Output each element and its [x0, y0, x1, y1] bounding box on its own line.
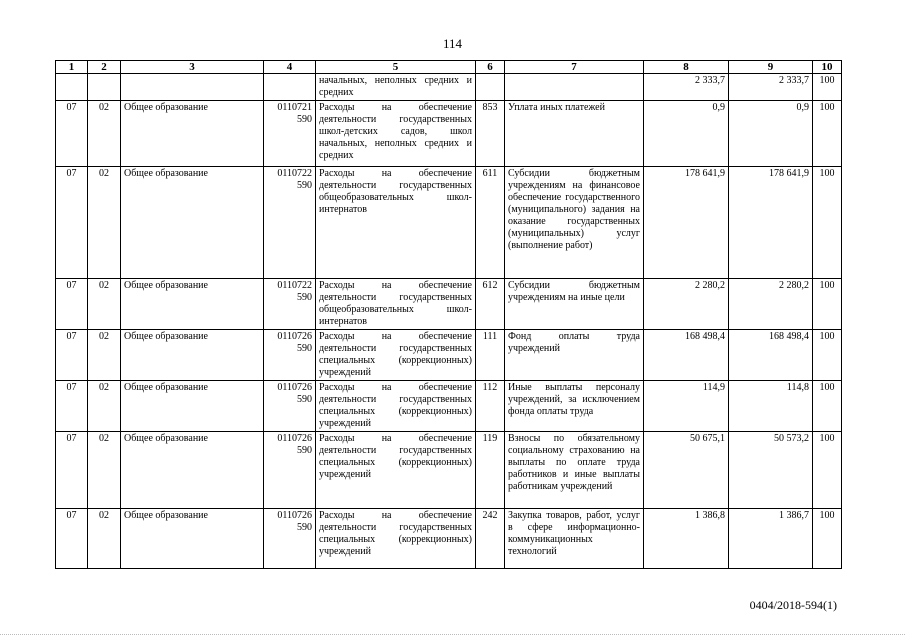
section-name-cell: Общее образование	[121, 279, 264, 330]
table-row	[56, 279, 842, 330]
target-article-cell	[264, 74, 316, 101]
subsection-cell	[88, 74, 121, 101]
target-article-name-cell: Расходы на обеспечение деятельности государственных общеобразовательных школ-интернатов	[316, 167, 476, 279]
expense-type-name-cell: Иные выплаты персоналу учреждений, за исключением фонда оплаты труда	[505, 381, 644, 432]
expense-type-name-cell	[505, 74, 644, 101]
expense-type-cell: 112	[476, 381, 505, 432]
target-article-cell: 0110726 590	[264, 509, 316, 569]
subsection-cell: 02	[88, 167, 121, 279]
section-cell: 07	[56, 279, 88, 330]
header-cell-7: 7	[505, 61, 644, 74]
execution-percent-cell: 100	[813, 279, 842, 330]
execution-percent-cell: 100	[813, 74, 842, 101]
table-row	[56, 101, 842, 167]
executed-amount-cell: 0,9	[729, 101, 813, 167]
budget-table	[55, 60, 842, 569]
document-code: 0404/2018-594(1)	[749, 598, 837, 612]
expense-type-name-cell: Фонд оплаты труда учреждений	[505, 330, 644, 381]
subsection-cell: 02	[88, 509, 121, 569]
expense-type-cell	[476, 74, 505, 101]
expense-type-cell: 242	[476, 509, 505, 569]
section-name-cell: Общее образование	[121, 101, 264, 167]
target-article-name-cell: Расходы на обеспечение деятельности государственных специальных (коррекционных) учреждений	[316, 432, 476, 509]
planned-amount-cell: 2 280,2	[644, 279, 729, 330]
table-row	[56, 381, 842, 432]
executed-amount-cell: 50 573,2	[729, 432, 813, 509]
execution-percent-cell: 100	[813, 101, 842, 167]
header-row	[56, 61, 842, 74]
target-article-cell: 0110721 590	[264, 101, 316, 167]
section-cell: 07	[56, 167, 88, 279]
execution-percent-cell: 100	[813, 167, 842, 279]
section-cell: 07	[56, 432, 88, 509]
planned-amount-cell: 178 641,9	[644, 167, 729, 279]
header-cell-4: 4	[264, 61, 316, 74]
section-cell	[56, 74, 88, 101]
planned-amount-cell: 168 498,4	[644, 330, 729, 381]
expense-type-name-cell: Взносы по обязательному социальному страхованию на выплаты по оплате труда работников и иные выплаты работникам учреждений	[505, 432, 644, 509]
planned-amount-cell: 50 675,1	[644, 432, 729, 509]
target-article-name-cell: Расходы на обеспечение деятельности государственных общеобразовательных школ-интернатов	[316, 279, 476, 330]
execution-percent-cell: 100	[813, 330, 842, 381]
subsection-cell: 02	[88, 101, 121, 167]
expense-type-cell: 111	[476, 330, 505, 381]
target-article-cell: 0110726 590	[264, 381, 316, 432]
header-cell-2: 2	[88, 61, 121, 74]
planned-amount-cell: 2 333,7	[644, 74, 729, 101]
header-cell-1: 1	[56, 61, 88, 74]
section-name-cell: Общее образование	[121, 509, 264, 569]
expense-type-name-cell: Субсидии бюджетным учреждениям на иные цели	[505, 279, 644, 330]
executed-amount-cell: 1 386,7	[729, 509, 813, 569]
section-cell: 07	[56, 330, 88, 381]
executed-amount-cell: 114,8	[729, 381, 813, 432]
expense-type-cell: 853	[476, 101, 505, 167]
table-row	[56, 74, 842, 101]
planned-amount-cell: 1 386,8	[644, 509, 729, 569]
target-article-name-cell: Расходы на обеспечение деятельности государственных специальных (коррекционных) учреждений	[316, 330, 476, 381]
target-article-name-cell: Расходы на обеспечение деятельности государственных специальных (коррекционных) учреждений	[316, 381, 476, 432]
subsection-cell: 02	[88, 381, 121, 432]
section-name-cell	[121, 74, 264, 101]
subsection-cell: 02	[88, 279, 121, 330]
section-cell: 07	[56, 101, 88, 167]
target-article-name-cell: начальных, неполных средних и средних	[316, 74, 476, 101]
executed-amount-cell: 2 280,2	[729, 279, 813, 330]
expense-type-cell: 611	[476, 167, 505, 279]
section-cell: 07	[56, 381, 88, 432]
table-row	[56, 330, 842, 381]
execution-percent-cell: 100	[813, 509, 842, 569]
section-name-cell: Общее образование	[121, 330, 264, 381]
table-row	[56, 167, 842, 279]
subsection-cell: 02	[88, 330, 121, 381]
header-cell-5: 5	[316, 61, 476, 74]
target-article-cell: 0110722 590	[264, 167, 316, 279]
section-name-cell: Общее образование	[121, 432, 264, 509]
expense-type-name-cell: Уплата иных платежей	[505, 101, 644, 167]
header-cell-8: 8	[644, 61, 729, 74]
expense-type-name-cell: Закупка товаров, работ, услуг в сфере информационно-коммуникационных технологий	[505, 509, 644, 569]
planned-amount-cell: 114,9	[644, 381, 729, 432]
table-row	[56, 432, 842, 509]
header-cell-9: 9	[729, 61, 813, 74]
target-article-name-cell: Расходы на обеспечение деятельности государственных школ-детских садов, школ начальных, неполных средних и средних	[316, 101, 476, 167]
expense-type-cell: 612	[476, 279, 505, 330]
expense-type-cell: 119	[476, 432, 505, 509]
target-article-cell: 0110726 590	[264, 432, 316, 509]
executed-amount-cell: 178 641,9	[729, 167, 813, 279]
target-article-cell: 0110722 590	[264, 279, 316, 330]
executed-amount-cell: 168 498,4	[729, 330, 813, 381]
execution-percent-cell: 100	[813, 432, 842, 509]
execution-percent-cell: 100	[813, 381, 842, 432]
table-row	[56, 509, 842, 569]
header-cell-10: 10	[813, 61, 842, 74]
planned-amount-cell: 0,9	[644, 101, 729, 167]
page-number: 114	[442, 36, 463, 51]
header-cell-3: 3	[121, 61, 264, 74]
executed-amount-cell: 2 333,7	[729, 74, 813, 101]
header-cell-6: 6	[476, 61, 505, 74]
section-cell: 07	[56, 509, 88, 569]
expense-type-name-cell: Субсидии бюджетным учреждениям на финансовое обеспечение государственного (муниципального) задания на оказание государственных (муниципальных) услуг (выполнение работ)	[505, 167, 644, 279]
target-article-cell: 0110726 590	[264, 330, 316, 381]
section-name-cell: Общее образование	[121, 167, 264, 279]
section-name-cell: Общее образование	[121, 381, 264, 432]
target-article-name-cell: Расходы на обеспечение деятельности государственных специальных (коррекционных) учреждений	[316, 509, 476, 569]
subsection-cell: 02	[88, 432, 121, 509]
